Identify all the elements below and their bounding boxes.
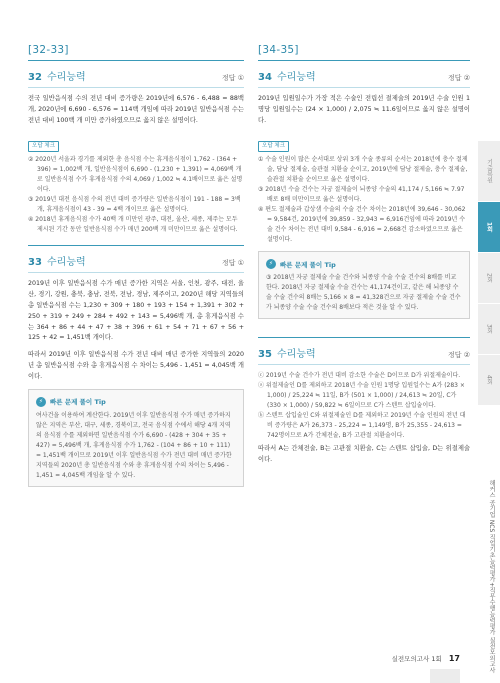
tip-title: 빠른 문제 풀이 Tip (50, 398, 106, 407)
tab-round-4[interactable]: 4회 (478, 354, 500, 405)
option-explanation: ② 2020년 서울과 경기를 제외한 총 음식점 수는 휴게음식점이 1,762 - (364 + 396) = 1,002백 개, 일반음식점이 6,690 - (1,230 + 1,391) = 4,069백 개로 일반음식점 수가 휴게음식점 수의 4,069 / 1,002 ≒ 4.1배이므로 옳은 설명이다. (28, 156, 243, 194)
option-explanation: ④ 2018년 휴게음식점 수가 40백 개 미만인 광주, 대전, 울산, 세종, 제주는 모두 제시된 기간 동안 일반음식점 수가 매년 200백 개 미만이므로 옳은 설명이다. (28, 216, 238, 234)
tip-text: ③ 2018년 자궁 절제술 수술 건수와 뇌종양 수술 수술 건수의 8배를 비교한다. 2018년 자궁 절제술 수술 건수는 41,174건이고, 같은 해 뇌종양 수술 수술 건수의 8배는 5,166 × 8 = 41,328건으로 자궁 절제술 수술 건수가 뇌종양 수술 수술 건수의 8배보다 적은 것을 알 수 있다. (266, 274, 461, 312)
lightning-icon: ⚡ (266, 259, 276, 269)
answer-label: 정답 ① (221, 259, 244, 268)
answer-label: 정답 ② (447, 351, 470, 360)
explanation-text: 2019년 입원일수가 가장 적은 수술인 전립선 절제술의 2019년 수술 인원 1명당 입원일수는 (24 × 1,000) / 2,075 ≒ 11.6일이므로 옳지 않은 설명이다. (258, 95, 470, 124)
tab-round-2[interactable]: 2회 (478, 252, 500, 303)
tab-round-1[interactable]: 1회 (478, 201, 500, 252)
question-number: 34 (258, 72, 272, 83)
answer-label: 정답 ① (221, 74, 244, 82)
page-number: 17 (448, 654, 460, 663)
question-category: 수리능력 (277, 349, 316, 361)
lightning-icon: ⚡ (36, 397, 46, 407)
question-category: 수리능력 (47, 72, 86, 83)
option-explanation: ⓑ 스텐트 삽입술인 C와 위절제술인 D를 제외하고 2019년 수술 인원의 전년 대비 증가량은 A가 26,373 - 25,224 = 1,149명, B가 25,355 - 24,613 = 742명이므로 A가 간체전술, B가 고관절 치환술이다. (258, 412, 466, 440)
answer-label: 정답 ② (447, 74, 470, 82)
question-number: 33 (28, 257, 42, 269)
option-explanation: ⓐ 위절제술인 D를 제외하고 2018년 수술 인원 1명당 입원일수는 A가 (283 × 1,000) / 25,224 ≒ 11일, B가 (501 × 1,000) / 24,613 ≒ 20일, C가 (330 × 1,000) / 59,822 ≒ 6일이므로 C가 스텐트 삽입술이다. (258, 382, 465, 410)
tab-round-3[interactable]: 3회 (478, 303, 500, 354)
section-range-left: [32-33] (28, 44, 69, 56)
tip-title: 빠른 문제 풀이 Tip (280, 260, 336, 269)
option-explanation: ⓒ 2019년 수술 건수가 전년 대비 감소한 수술은 D이므로 D가 위절제술이다. (258, 372, 461, 380)
wrong-answer-check-badge: 오답 체크 (28, 141, 59, 152)
footer-label: 실전모의고사 1회 (391, 655, 442, 663)
option-explanation: ④ 편도 절제술과 갑상샘 수술의 수술 건수 차이는 2018년에 39,646 - 30,062 = 9,584건, 2019년에 39,859 - 32,943 = 6,916건임에 따라 2019년 수술 건수 차이는 전년 대비 9,584 - 6,916 = 2,668건 감소하였으므로 옳은 설명이다. (258, 206, 466, 244)
footer-bar (430, 669, 460, 683)
option-explanation: ③ 2018년 수술 건수는 자궁 절제술이 뇌종양 수술의 41,174 / 5,166 ≒ 7.97배로 8배 미만이므로 옳은 설명이다. (258, 186, 465, 204)
section-range-right: [34-35] (258, 44, 299, 56)
question-header-35 (258, 337, 470, 365)
book-side-title: 해커스 공기업 NCS 직업기초능력평가+직무수행능력평가 실전모의고사 (488, 480, 495, 674)
chapter-tabs (478, 0, 500, 683)
question-number: 35 (258, 349, 272, 361)
explanation-text: 전국 일반음식점 수의 전년 대비 증가량은 2019년에 6,576 - 6,488 = 88백 개, 2020년에 6,690 - 6,576 = 114백 개임에 따라 2019년 일반음식점 수는 전년 대비 100백 개 미만 증가하였으므로 옳지 않은 설명이다. (28, 95, 244, 124)
question-category: 수리능력 (47, 257, 86, 269)
option-explanation: ③ 2019년 대전 음식점 수의 전년 대비 증가량은 일반음식점이 191 - 188 = 3백 개, 휴게음식점이 43 - 39 = 4백 개이므로 옳은 설명이다. (28, 196, 241, 214)
tip-heading (36, 397, 236, 407)
explanation-text: 따라서 2019년 이후 일반음식점 수가 전년 대비 매년 증가한 지역들의 2020년 총 일반음식점 수와 총 휴게음식점 수 차이는 5,496 - 1,451 = 4,045백 개이다. (28, 351, 244, 380)
conclusion-text: 따라서 A는 간체전술, B는 고관절 치환술, C는 스텐트 삽입술, D는 위절제술이다. (258, 445, 470, 464)
tab-past-exam[interactable]: 기출복원 (478, 140, 500, 201)
wrong-answer-check-badge: 오답 체크 (258, 141, 289, 152)
question-header-34 (258, 60, 470, 88)
right-column (258, 44, 470, 472)
page-footer (0, 654, 460, 663)
left-column (28, 44, 244, 495)
question-category: 수리능력 (277, 72, 316, 83)
question-header-33 (28, 245, 244, 273)
question-header-32 (28, 60, 244, 88)
question-number: 32 (28, 72, 42, 83)
explanation-text: 2019년 이후 일반음식점 수가 매년 증가한 지역은 서울, 인천, 광주, 대전, 울산, 경기, 강원, 충북, 충남, 전북, 전남, 경남, 제주이고, 2020년 해당 지역들의 총 일반음식점 수는 1,230 + 309 + 180 + 193 + 154 + 1,391 + 302 + 250 + 319 + 249 + 284 + 492 + 143 = 5,496백 개, 총 휴게음식점 수는 364 + 86 + 44 + 47 + 38 + 396 + 61 + 54 + 71 + 67 + 56 + 125 + 42 = 1,451백 개이다. (28, 280, 244, 342)
tip-text: 여사건을 이용하여 계산한다. 2019년 이후 일반음식점 수가 매년 증가하지 않은 지역은 부산, 대구, 세종, 경북이고, 전국 음식점 수에서 해당 4개 지역의 음식점 수를 제외하면 일반음식점 수가 6,690 - (428 + 304 + 35 + 427) = 5,496백 개, 휴게음식점 수가 1,762 - (104 + 86 + 10 + 111) = 1,451백 개이므로 2019년 이후 일반음식점 수가 전년 대비 매년 증가한 지역들의 2020년 총 일반음식점 수와 총 휴게음식점 수의 차이는 5,496 - 1,451 = 4,045백 개임을 알 수 있다. (36, 411, 232, 479)
option-explanation: ① 수술 인원이 많은 순서대로 상위 3개 수술 종류의 순서는 2018년에 충수 절제술, 담낭 절제술, 슬관절 치환술 순이고, 2019년에 담낭 절제술, 충수 절제술, 슬관절 치환술 순이므로 옳은 설명이다. (258, 156, 468, 184)
quick-tip-box (28, 389, 244, 487)
tip-heading (266, 259, 462, 269)
quick-tip-box (258, 251, 470, 319)
